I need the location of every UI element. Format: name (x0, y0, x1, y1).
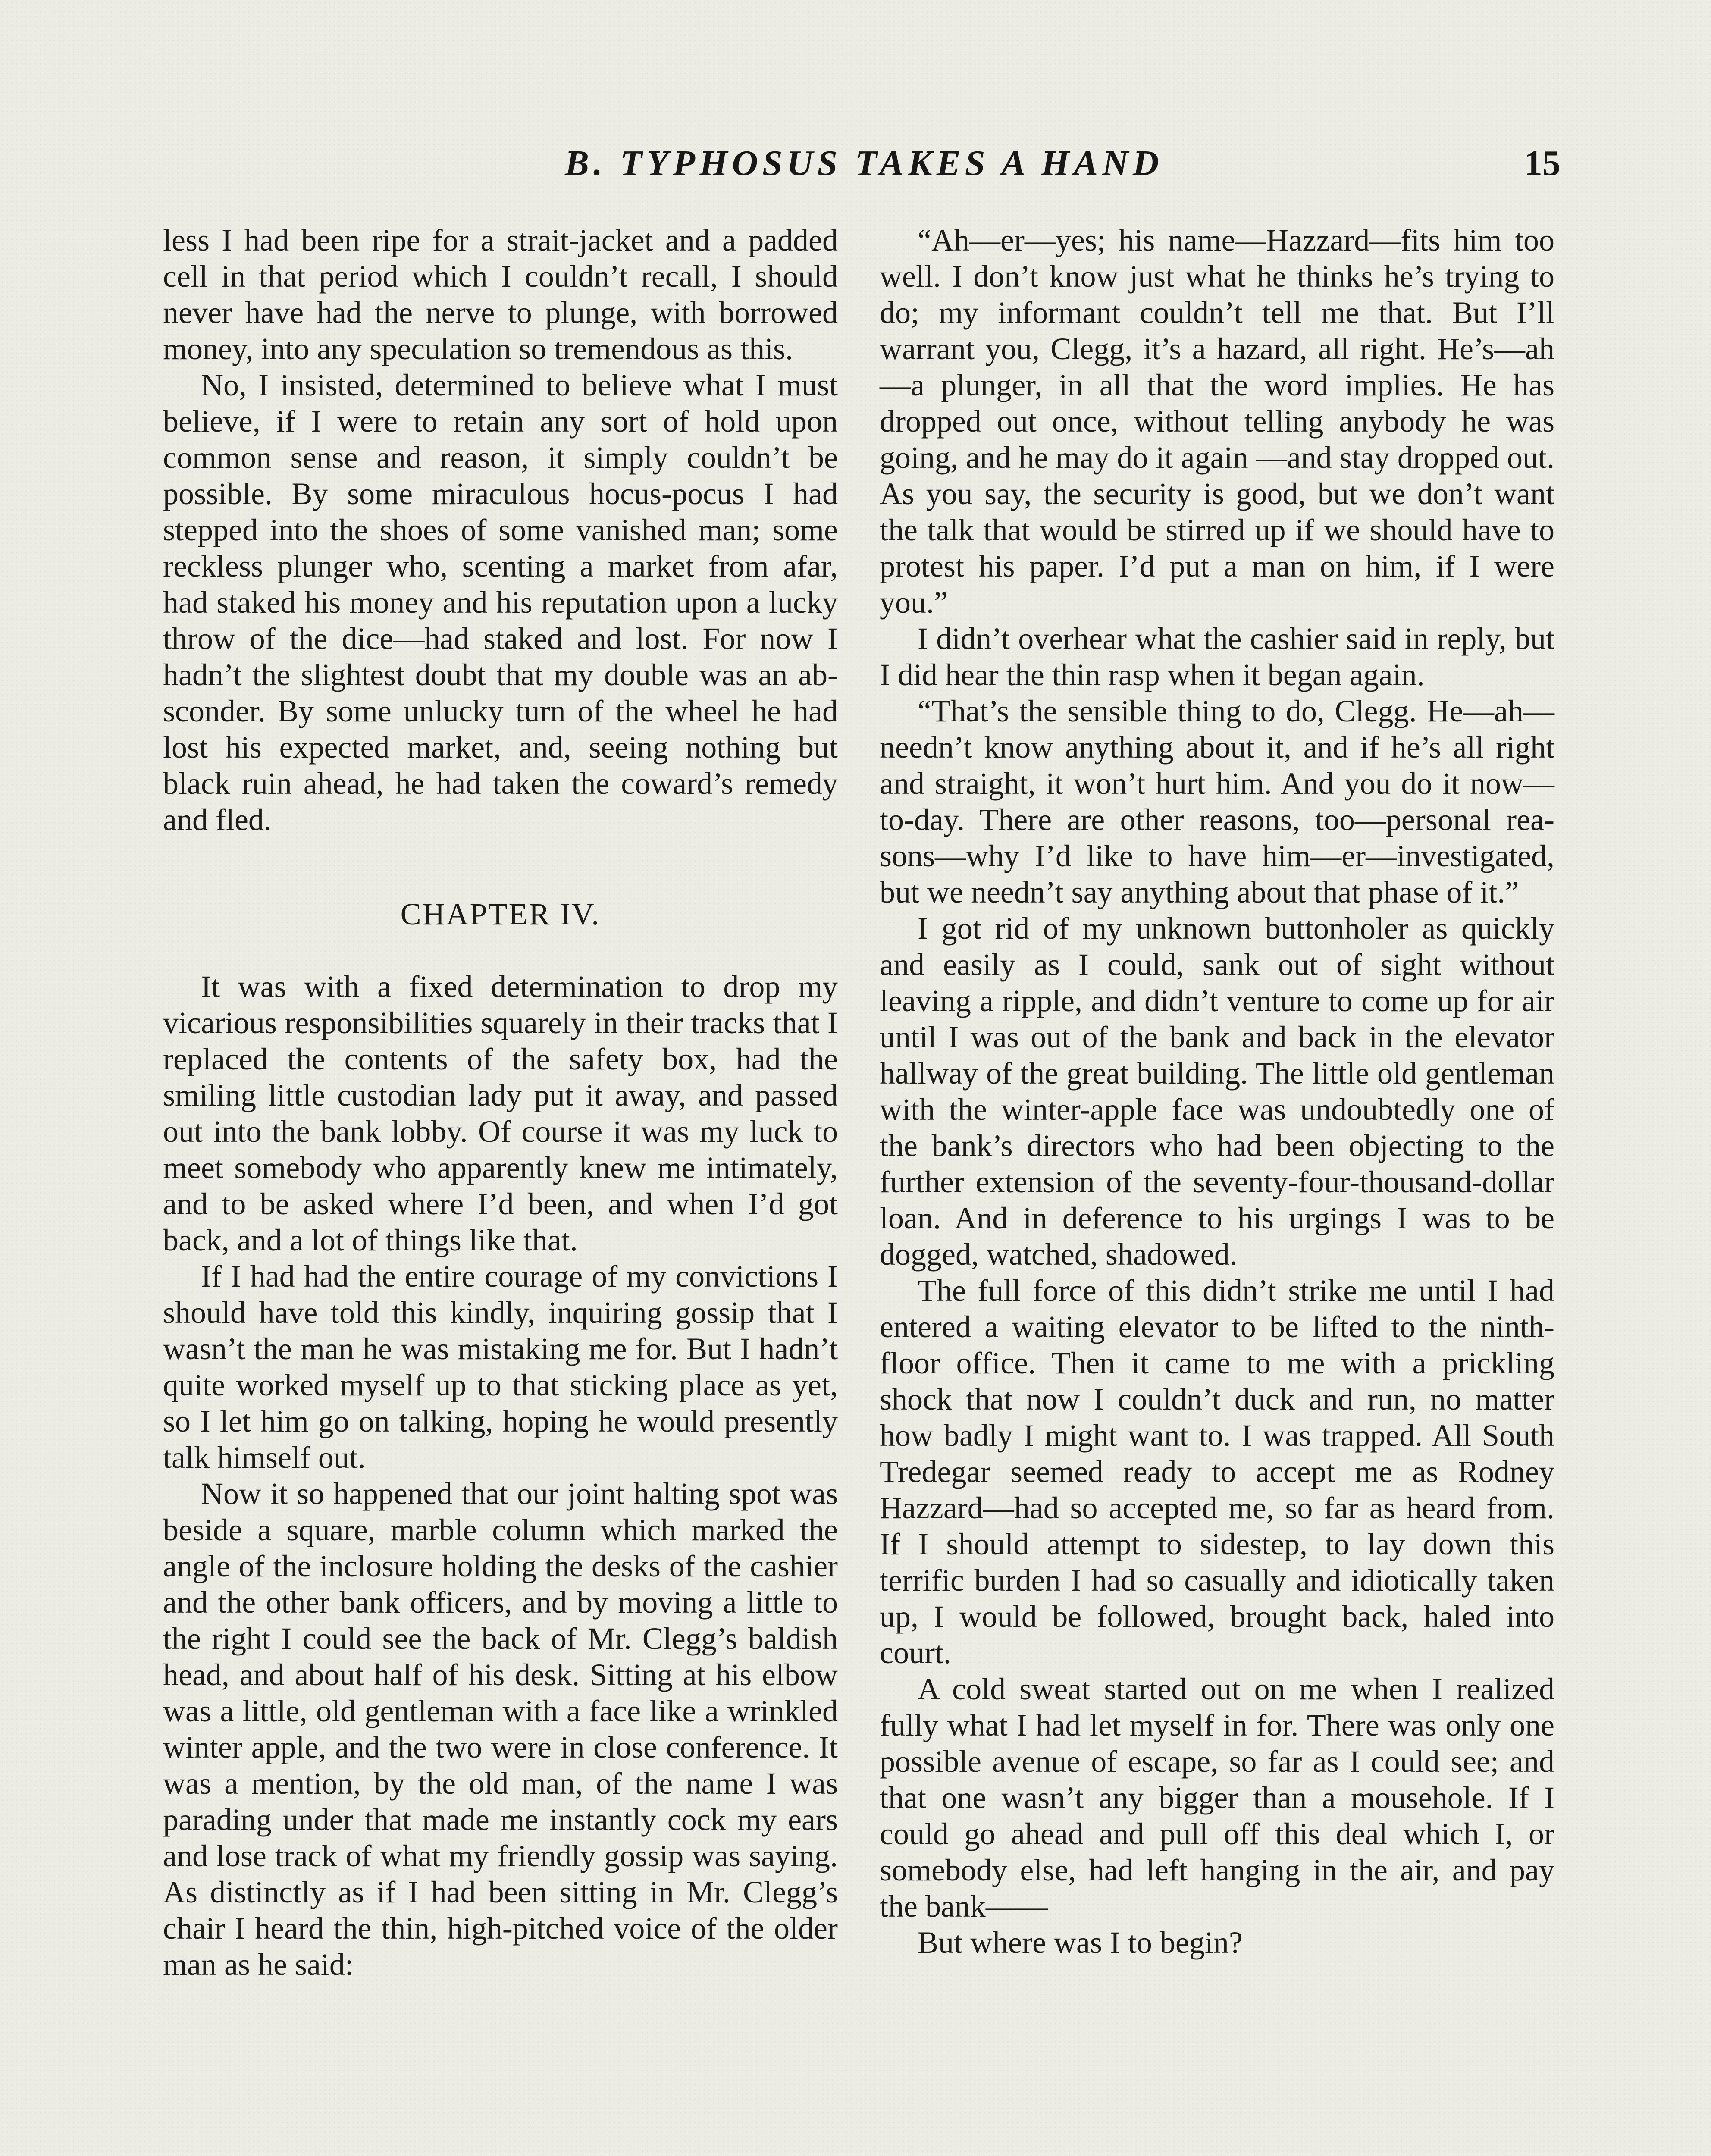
paragraph: less I had been ripe for a strait-jacket and a padded cell in that period which I couldn’t recall, I should never have had the nerve to plunge, with borrowed money, into any speculation so tremendous as this. (163, 223, 838, 366)
left-column (163, 222, 838, 1983)
paragraph: I got rid of my unknown buttonholer as quickly and easily as I could, sank out of sight without leaving a ripple, and didn’t venture to come up for air until I was out of the bank and back in the elevator hallway of the great building. The little old gentleman with the winter-apple face was undoubtedly one of the bank’s directors who had been objecting to the further extension of the seventy-four-thousand-dollar loan. And in deference to his urgings I was to be dogged, watched, shadowed. (880, 911, 1554, 1272)
paragraph: “Ah—er—yes; his name—Hazzard—fits him too well. I don’t know just what he thinks he’s trying to do; my informant couldn’t tell me that. But I’ll warrant you, Clegg, it’s a hazard, all right. He’s—ah—a plunger, in all that the word implies. He has dropped out once, without telling anybody he was going, and he may do it again —and stay dropped out. As you say, the security is good, but we don’t want the talk that would be stirred up if we should have to protest his paper. I’d put a man on him, if I were you.” (880, 223, 1554, 620)
right-column (880, 222, 1554, 1961)
paragraph: It was with a fixed determination to drop my vicarious responsibilities squarely in their tracks that I replaced the contents of the safety box, had the smiling little custodian lady put it away, and passed out into the bank lobby. Of course it was my luck to meet somebody who apparently knew me intimately, and to be asked where I’d been, and when I’d got back, and a lot of things like that. (163, 969, 838, 1257)
paragraph: The full force of this didn’t strike me until I had entered a waiting elevator to be lifted to the ninth-floor office. Then it came to me with a prickling shock that now I couldn’t duck and run, no matter how badly I might want to. I was trapped. All South Tredegar seemed ready to accept me as Rodney Hazzard—had so accepted me, so far as heard from. If I should attempt to sidestep, to lay down this terrific burden I had so casually and idiotically taken up, I would be followed, brought back, haled into court. (880, 1273, 1554, 1670)
paragraph: A cold sweat started out on me when I realized fully what I had let myself in for. There was only one possible avenue of escape, so far as I could see; and that one wasn’t any bigger than a mousehole. If I could go ahead and pull off this deal which I, or somebody else, had left hanging in the air, and pay the bank—— (880, 1672, 1554, 1924)
paragraph: I didn’t overhear what the cashier said in reply, but I did hear the thin rasp when it began again. (880, 621, 1554, 692)
page-number: 15 (1524, 143, 1561, 183)
chapter-heading: CHAPTER IV. (400, 897, 601, 931)
paragraph: If I had had the entire courage of my convictions I should have told this kindly, inquiring gossip that I wasn’t the man he was mistaking me for. But I hadn’t quite worked myself up to that sticking place as yet, so I let him go on talking, hoping he would presently talk himself out. (163, 1259, 838, 1475)
paragraph: But where was I to begin? (918, 1925, 1243, 1960)
running-title: B. TYPHOSUS TAKES A HAND (565, 143, 1163, 183)
paragraph: Now it so happened that our joint halting spot was beside a square, marble column which marked the angle of the inclosure holding the desks of the cashier and the other bank officers, and by moving a little to the right I could see the back of Mr. Clegg’s baldish head, and about half of his desk. Sitting at his elbow was a little, old gentleman with a face like a wrinkled winter apple, and the two were in close conference. It was a mention, by the old man, of the name I was parading under that made me instantly cock my ears and lose track of what my friendly gossip was saying. As distinctly as if I had been sitting in Mr. Clegg’s chair I heard the thin, high-pitched voice of the older man as he said: (163, 1476, 838, 1982)
paragraph: No, I insisted, determined to believe what I must believe, if I were to retain any sort of hold upon common sense and reason, it simply couldn’t be possible. By some miraculous hocus-pocus I had stepped into the shoes of some vanished man; some reckless plunger who, scenting a market from afar, had staked his money and his reputation upon a lucky throw of the dice—had staked and lost. For now I hadn’t the slightest doubt that my double was an absconder. By some unlucky turn of the wheel he had lost his expected market, and, seeing nothing but black ruin ahead, he had taken the coward’s remedy and fled. (163, 368, 838, 837)
paragraph: “That’s the sensible thing to do, Clegg. He—ah—needn’t know anything about it, and if he’s all right and straight, it won’t hurt him. And you do it now—to-day. There are other reasons, too—personal reasons—why I’d like to have him—er—investigated, but we needn’t say anything about that phase of it.” (880, 694, 1554, 909)
